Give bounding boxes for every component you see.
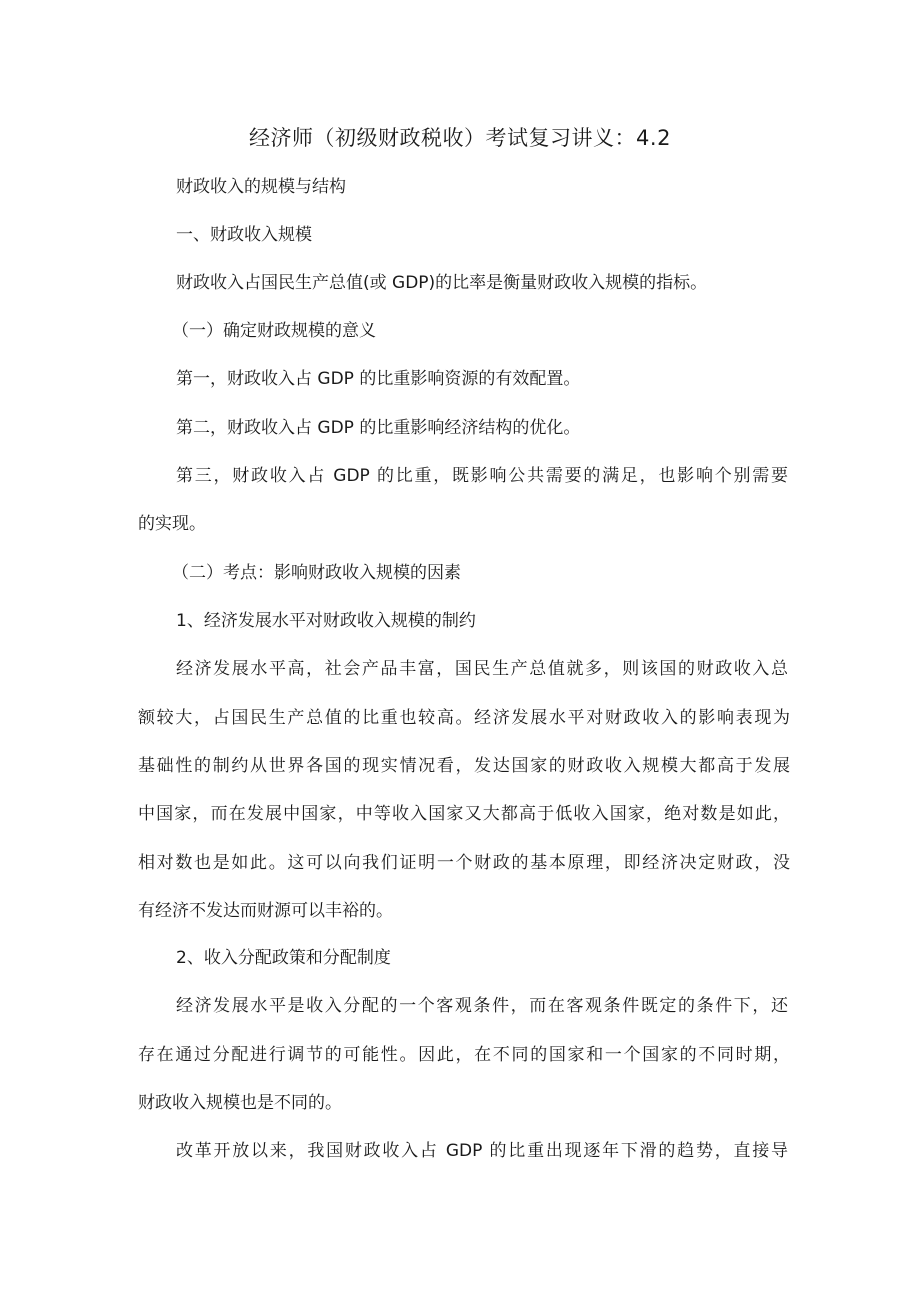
paragraph-line: 有经济不发达而财源可以丰裕的。 — [138, 901, 393, 921]
paragraph-line: 经济发展水平是收入分配的一个客观条件，而在客观条件既定的条件下，还 — [176, 996, 788, 1016]
section-heading: 财政收入的规模与结构 — [176, 177, 346, 197]
paragraph-line: 经济发展水平高，社会产品丰富，国民生产总值就多，则该国的财政收入总 — [176, 659, 788, 679]
paragraph-line: 第三，财政收入占 GDP 的比重，既影响公共需要的满足，也影响个别需要 — [176, 466, 788, 486]
paragraph-line: 财政收入规模也是不同的。 — [138, 1093, 342, 1113]
numbered-heading: 2、收入分配政策和分配制度 — [176, 948, 391, 968]
paragraph-line: 存在通过分配进行调节的可能性。因此，在不同的国家和一个国家的不同时期， — [138, 1045, 790, 1065]
paragraph-line: 改革开放以来，我国财政收入占 GDP 的比重出现逐年下滑的趋势，直接导 — [176, 1141, 788, 1161]
paragraph-line: 财政收入占国民生产总值(或 GDP)的比率是衡量财政收入规模的指标。 — [176, 273, 708, 293]
paragraph-line: 中国家，而在发展中国家，中等收入国家又大都高于低收入国家，绝对数是如此， — [138, 804, 790, 824]
paragraph-line: 第一，财政收入占 GDP 的比重影响资源的有效配置。 — [176, 369, 581, 389]
paragraph-line: 基础性的制约从世界各国的现实情况看，发达国家的财政收入规模大都高于发展 — [138, 756, 790, 776]
paragraph-line: 的实现。 — [138, 514, 206, 534]
document-title: 经济师（初级财政税收）考试复习讲义：4.2 — [249, 126, 671, 150]
subsection-heading: （一）确定财政规模的意义 — [172, 321, 376, 341]
paragraph-line: 相对数也是如此。这可以向我们证明一个财政的基本原理，即经济决定财政，没 — [138, 853, 790, 873]
numbered-heading: 1、经济发展水平对财政收入规模的制约 — [176, 611, 476, 631]
paragraph-line: 第二，财政收入占 GDP 的比重影响经济结构的优化。 — [176, 418, 581, 438]
paragraph-line: 额较大，占国民生产总值的比重也较高。经济发展水平对财政收入的影响表现为 — [138, 708, 790, 728]
subsection-heading: （二）考点：影响财政收入规模的因素 — [172, 563, 461, 583]
subsection-heading: 一、财政收入规模 — [176, 225, 312, 245]
